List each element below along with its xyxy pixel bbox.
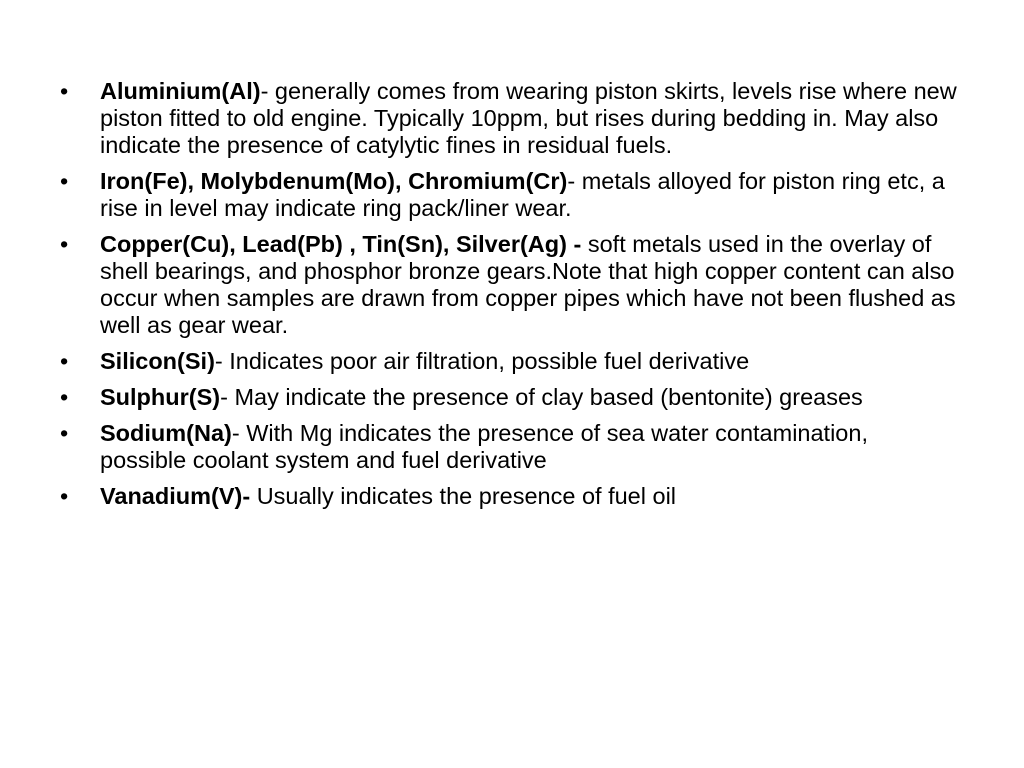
item-term: Copper(Cu), Lead(Pb) , Tin(Sn), Silver(Ag) - [100, 231, 582, 257]
item-text: - generally comes from wearing piston skirts, levels rise where new piston fitted to old engine. Typically 10ppm, but rises during bedding in. May also indicate the presence of catylytic fines in residual fuels. [100, 78, 957, 158]
bullet-icon: • [60, 384, 69, 410]
item-term: Sulphur(S) [100, 384, 221, 410]
item-term: Aluminium(Al) [100, 78, 261, 104]
bullet-icon: • [60, 168, 69, 194]
bullet-list [60, 78, 960, 519]
item-term: Vanadium(V)- [100, 483, 251, 509]
item-term: Silicon(Si) [100, 348, 215, 374]
list-item-aluminium [60, 78, 960, 159]
bullet-icon: • [60, 231, 69, 257]
list-item-sulphur [60, 384, 960, 411]
list-item-copper [60, 231, 960, 339]
item-text: Usually indicates the presence of fuel oil [250, 483, 677, 509]
item-text: - metals alloyed for piston ring etc, a rise in level may indicate ring pack/liner wear. [100, 168, 945, 221]
list-item-sodium [60, 420, 960, 474]
bullet-icon: • [60, 483, 69, 509]
item-text: - Indicates poor air filtration, possible fuel derivative [214, 348, 750, 374]
item-text: soft metals used in the overlay of shell bearings, and phosphor bronze gears.Note that high copper content can also occur when samples are drawn from copper pipes which have not been flushed as well as gear wear. [100, 231, 956, 338]
item-term: Iron(Fe), Molybdenum(Mo), Chromium(Cr) [100, 168, 568, 194]
item-text: - With Mg indicates the presence of sea water contamination, possible coolant system and fuel derivative [100, 420, 868, 473]
item-term: Sodium(Na) [100, 420, 232, 446]
item-text: - May indicate the presence of clay based (bentonite) greases [220, 384, 863, 410]
bullet-icon: • [60, 78, 69, 104]
list-item-iron [60, 168, 960, 222]
bullet-icon: • [60, 348, 69, 374]
list-item-vanadium [60, 483, 960, 510]
list-item-silicon [60, 348, 960, 375]
bullet-icon: • [60, 420, 69, 446]
